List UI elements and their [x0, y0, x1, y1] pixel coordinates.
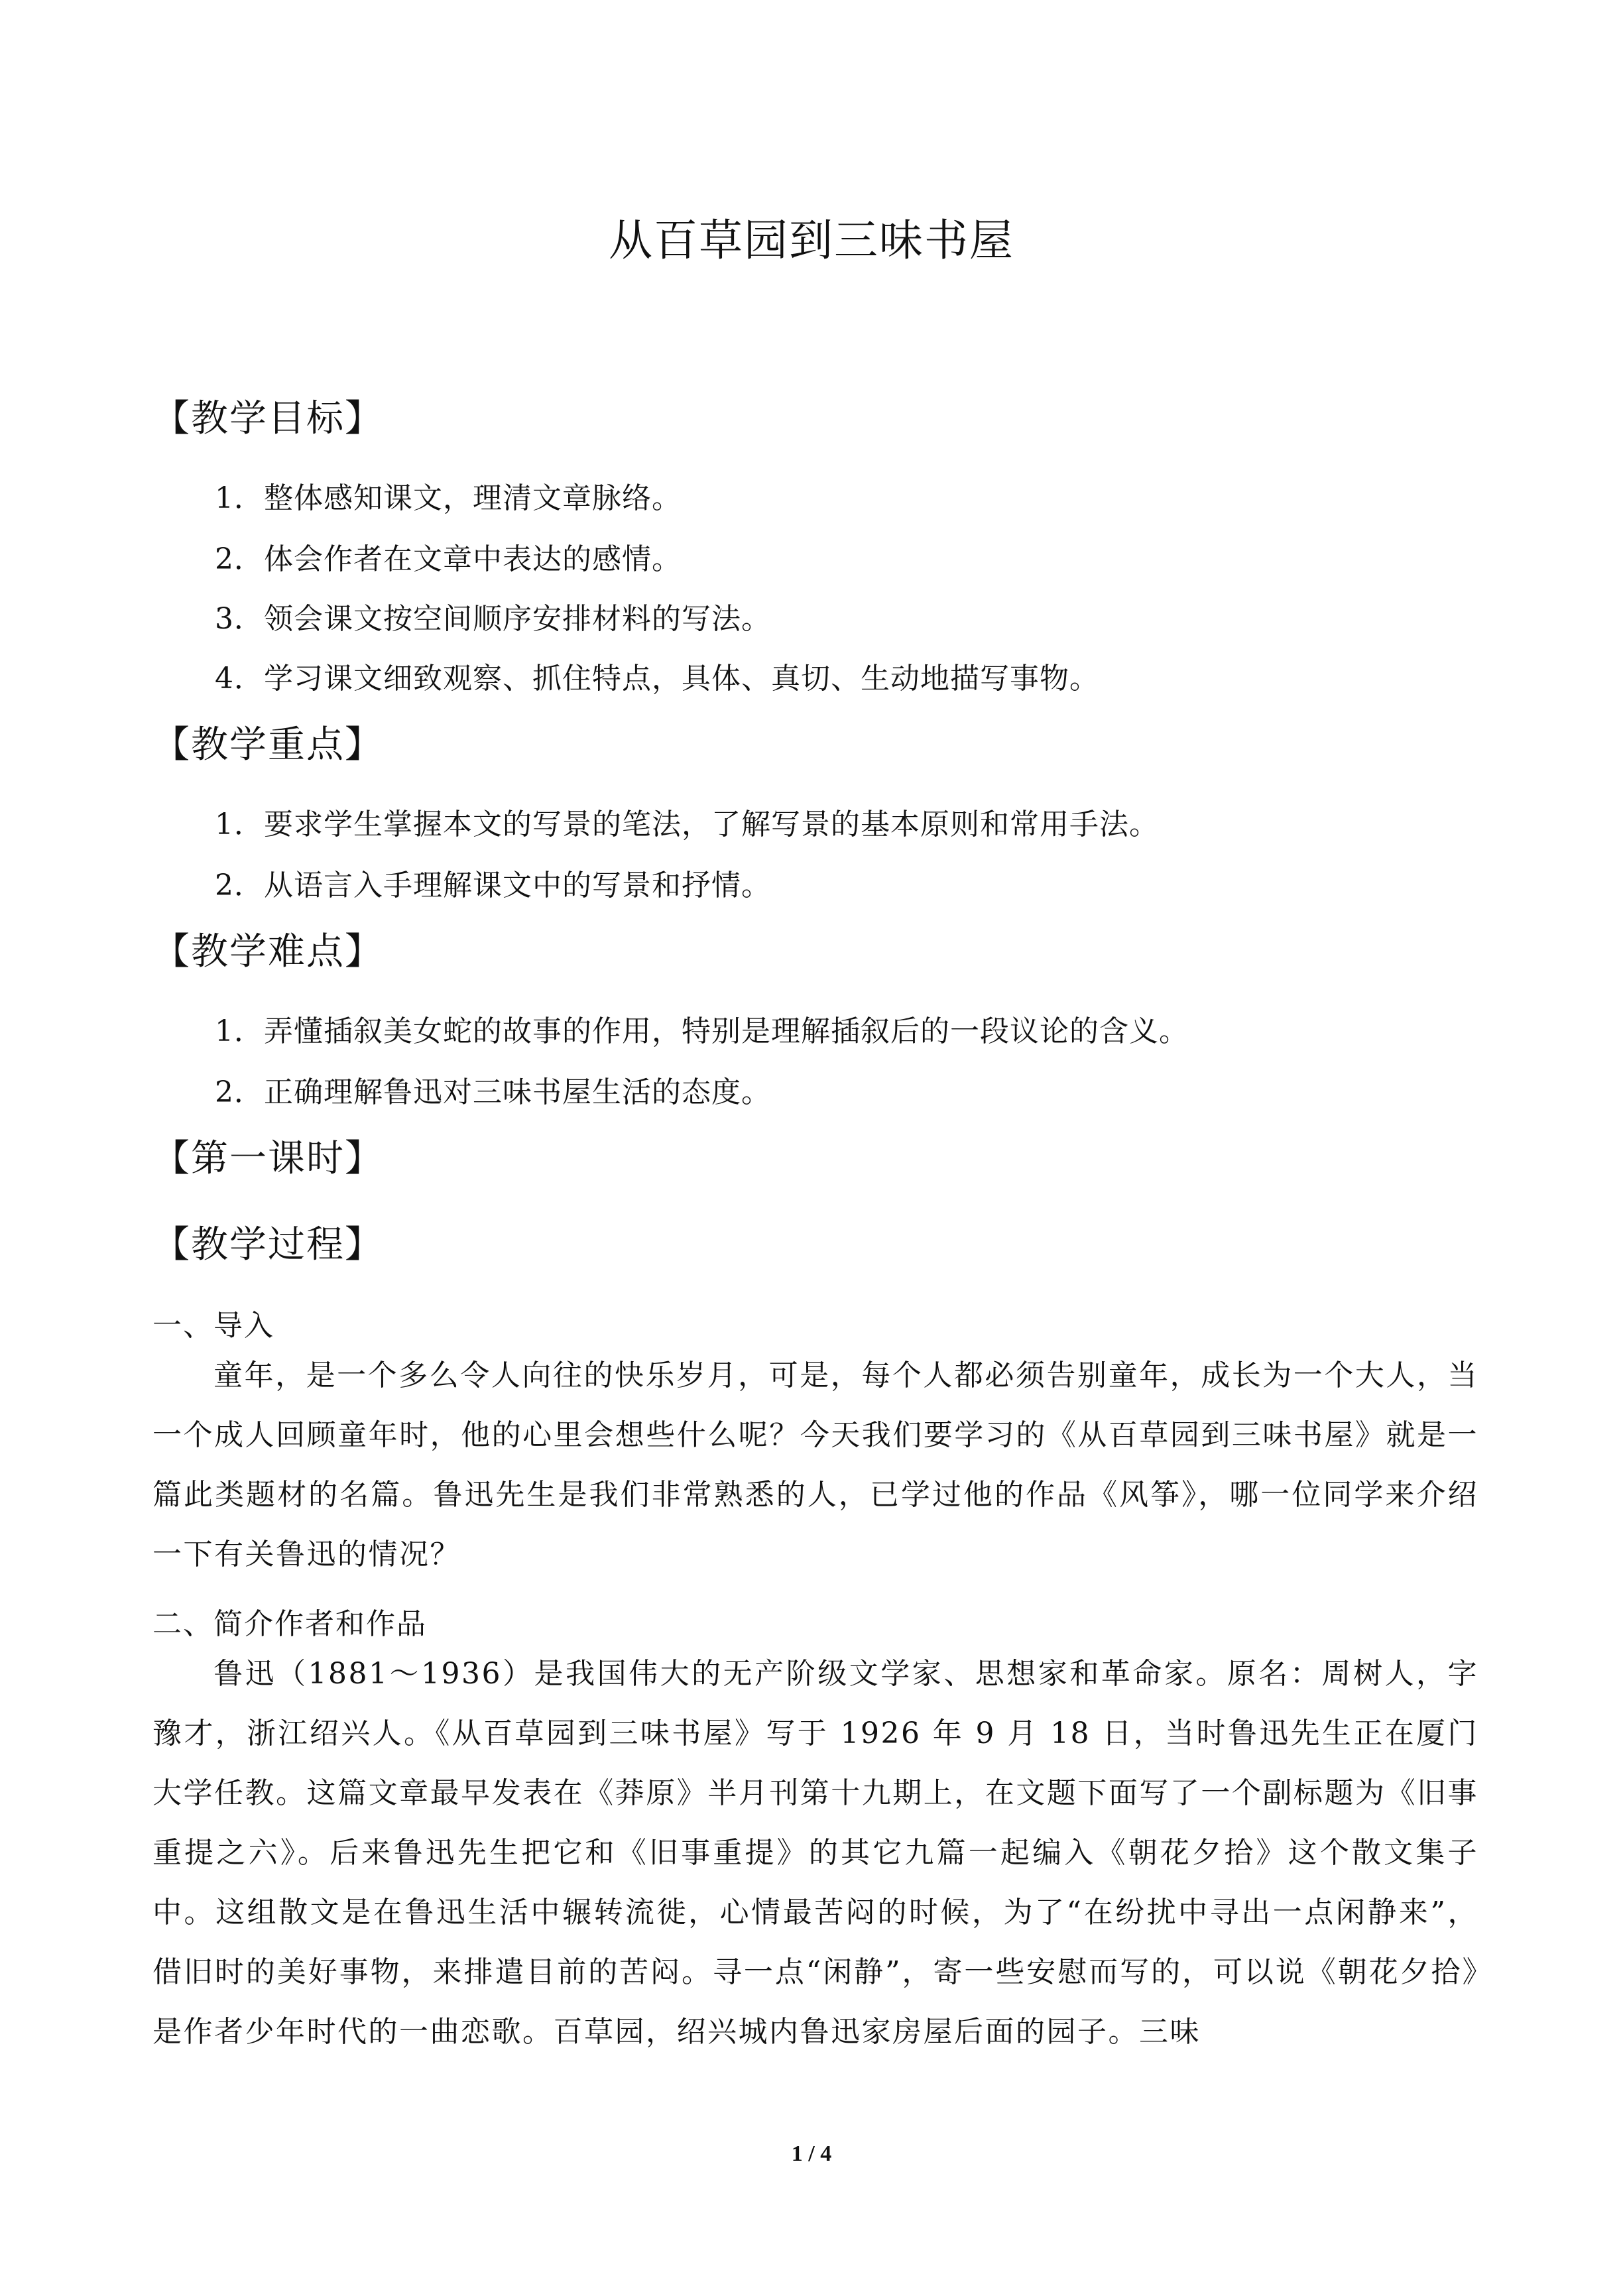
heading-difficulties: 【教学难点】	[152, 930, 383, 973]
objective-item-4: 4．学习课文细致观察、抓住特点，具体、真切、生动地描写事物。	[215, 662, 1099, 695]
part2-title: 二、简介作者和作品	[152, 1607, 427, 1641]
objective-item-3: 3．领会课文按空间顺序安排材料的写法。	[215, 602, 771, 636]
part1-paragraph: 童年，是一个多么令人向往的快乐岁月，可是，每个人都必须告别童年，成长为一个大人，当一个成人回顾童年时，他的心里会想些什么呢？今天我们要学习的《从百草园到三味书屋》就是一篇此类题材的名篇。鲁迅先生是我们非常熟悉的人，已学过他的作品《风筝》，哪一位同学来介绍一下有关鲁迅的情况？	[152, 1359, 1478, 1571]
objective-item-1: 1．整体感知课文，理清文章脉络。	[215, 481, 682, 515]
heading-first-lesson: 【第一课时】	[152, 1137, 383, 1180]
page-indicator: 1 / 4	[791, 2142, 832, 2166]
key-point-item-1: 1．要求学生掌握本文的写景的笔法，了解写景的基本原则和常用手法。	[215, 808, 1159, 841]
difficulty-item-2: 2．正确理解鲁迅对三味书屋生活的态度。	[215, 1075, 771, 1109]
objective-item-2: 2．体会作者在文章中表达的感情。	[215, 542, 682, 576]
part2-paragraph: 鲁迅（1881～1936）是我国伟大的无产阶级文学家、思想家和革命家。原名：周树人，字豫才，浙江绍兴人。《从百草园到三味书屋》写于 1926 年 9 月 18 日，当时鲁迅先生正在厦门大学任教。这篇文章最早发表在《莽原》半月刊第十九期上，在文题下面写了一个副标题为《旧事重提之六》。后来鲁迅先生把它和《旧事重提》的其它九篇一起编入《朝花夕拾》这个散文集子中。这组散文是在鲁迅生活中辗转流徙，心情最苦闷的时候，为了“在纷扰中寻出一点闲静来”，借旧时的美好事物，来排遣目前的苦闷。寻一点“闲静”，寄一些安慰而写的，可以说《朝花夕拾》是作者少年时代的一曲恋歌。百草园，绍兴城内鲁迅家房屋后面的园子。三味	[152, 1657, 1479, 2049]
difficulty-item-1: 1．弄懂插叙美女蛇的故事的作用，特别是理解插叙后的一段议论的含义。	[215, 1014, 1189, 1048]
heading-process: 【教学过程】	[152, 1223, 383, 1266]
part1-title: 一、导入	[152, 1309, 274, 1343]
document-title: 从百草园到三味书屋	[609, 215, 1014, 266]
key-point-item-2: 2．从语言入手理解课文中的写景和抒情。	[215, 869, 771, 902]
heading-objectives: 【教学目标】	[152, 397, 383, 440]
heading-key-points: 【教学重点】	[152, 723, 383, 766]
